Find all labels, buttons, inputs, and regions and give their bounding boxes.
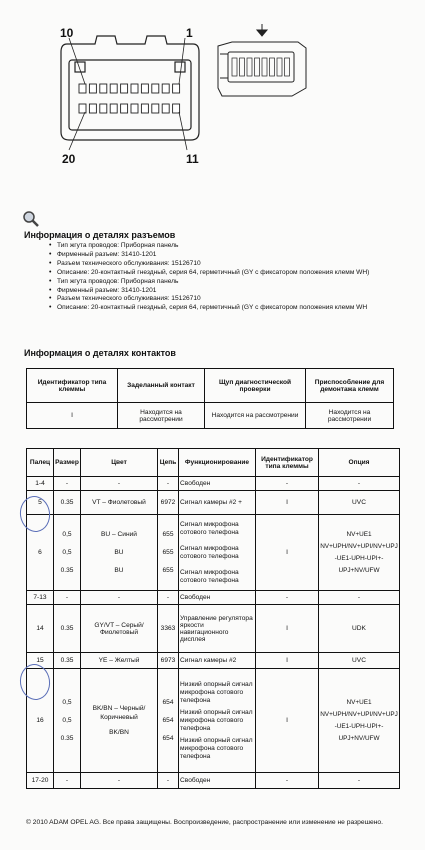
pin-cavity [110, 104, 117, 113]
size-value: 0.35 [60, 566, 74, 574]
table-header: Функционирование [179, 449, 256, 477]
pin-cavity [141, 84, 148, 93]
table-cell: - [256, 773, 319, 789]
table-cell: UDK [319, 605, 400, 653]
table-cell: Находится на рассмотрении [205, 403, 306, 429]
color-value: BK/BN [109, 729, 129, 736]
table-row [27, 669, 400, 773]
table-cell: - [81, 591, 158, 605]
function-value: Низкий опорный сигнал микрофона сотового телефона [180, 736, 253, 760]
table-cell: Свободен [179, 477, 256, 491]
pin-cavity [173, 104, 180, 113]
table-cell: 6973 [158, 653, 179, 669]
size-value: 0,5 [62, 698, 72, 706]
table-cell: Свободен [179, 591, 256, 605]
table-cell: 0.35 [54, 605, 81, 653]
pin-label-20: 20 [62, 152, 76, 166]
connector-side-diagram [212, 22, 312, 102]
pin-cavity [173, 84, 180, 93]
table-row [27, 653, 400, 669]
copyright-footer: © 2010 ADAM OPEL AG. Все права защищены. Воспроизведение, распространение или изменение не разрешено. [26, 819, 383, 826]
table-row [27, 591, 400, 605]
table-cell: I [256, 653, 319, 669]
function-value: Сигнал микрофона сотового телефона [180, 520, 239, 536]
pin-cavity [131, 104, 138, 113]
option-value: NV+UE1 [346, 530, 372, 538]
table-cell [81, 515, 158, 591]
list-item: • Тип жгута проводов: Приборная панель [46, 242, 391, 251]
color-value: BU [114, 548, 124, 556]
color-value: BK/BN – Черный/Коричневый [92, 705, 146, 721]
pin-cavity [100, 104, 107, 113]
table-cell: GY/VT – Серый/Фиолетовый [81, 605, 158, 653]
table-header: Щуп диагностической проверки [205, 369, 306, 403]
table-cell: I [256, 515, 319, 591]
pin-cavity [100, 84, 107, 93]
table-cell: - [158, 773, 179, 789]
option-value: -UE1-UPH-UPI+- [334, 722, 384, 730]
table-cell: I [27, 403, 118, 429]
circuit-value: 655 [162, 566, 174, 574]
function-value: Сигнал микрофона сотового телефона [180, 544, 239, 560]
pin-cavity [141, 104, 148, 113]
circuit-value: 655 [162, 548, 174, 556]
connector-face-diagram [55, 22, 205, 162]
table-header: Заделанный контакт [118, 369, 205, 403]
table-cell: - [256, 591, 319, 605]
side-pin [262, 58, 267, 76]
option-value: NV+UPH/NV+UPI/NV+UPJ [320, 710, 398, 718]
table-cell: - [158, 477, 179, 491]
option-value: NV+UE1 [346, 698, 372, 706]
pin-cavity [162, 84, 169, 93]
table-cell: YE – Желтый [81, 653, 158, 669]
side-pin [255, 58, 260, 76]
table-row [27, 515, 400, 591]
option-value: UPJ+NV/UFW [338, 566, 380, 574]
pin-cavity [121, 84, 128, 93]
pin-label-1: 1 [186, 26, 193, 40]
table-cell: - [319, 591, 400, 605]
list-item: • Тип жгута проводов: Приборная панель [46, 278, 391, 287]
circuit-value: 654 [162, 716, 174, 724]
function-value: Низкий опорный сигнал микрофона сотового телефона [180, 680, 253, 704]
table-row [27, 491, 400, 515]
table-cell: - [81, 477, 158, 491]
connector-side-drawing [212, 22, 312, 102]
pin-cavity [162, 104, 169, 113]
pin-label-11: 11 [186, 152, 199, 166]
connector-face-drawing [55, 22, 205, 162]
pin-cavity [79, 84, 86, 93]
table-cell: Сигнал камеры #2 + [179, 491, 256, 515]
list-item: • Описание: 20-контактный гнездный, серия 64, герметичный (GY с фиксатором положения клемм WH [46, 304, 391, 313]
table-cell: Свободен [179, 773, 256, 789]
circuit-value: 654 [162, 698, 174, 706]
pin-cavity [110, 84, 117, 93]
table-cell [179, 515, 256, 591]
function-value: Низкий опорный сигнал микрофона сотового телефона [180, 708, 253, 732]
size-value: 0,5 [62, 530, 72, 538]
table-cell [54, 669, 81, 773]
pin-cavity [131, 84, 138, 93]
pin-assignment-table [26, 448, 400, 789]
table-header: Палец [27, 449, 54, 477]
function-value: Сигнал микрофона сотового телефона [180, 568, 239, 584]
table-cell: Сигнал камеры #2 [179, 653, 256, 669]
table-cell: 5 [27, 491, 54, 515]
table-cell: - [319, 773, 400, 789]
table-cell: 15 [27, 653, 54, 669]
list-item: • Разъем технического обслуживания: 15126710 [46, 260, 391, 269]
table-cell: 7-13 [27, 591, 54, 605]
side-pin [270, 58, 275, 76]
table-cell: 1-4 [27, 477, 54, 491]
table-cell: - [256, 477, 319, 491]
table-header: Идентификатор типа клеммы [256, 449, 319, 477]
table-cell: - [54, 773, 81, 789]
side-pin [277, 58, 282, 76]
table-header: Приспособление для демонтажа клемм [306, 369, 394, 403]
table-cell: Управление регулятора яркости навигационного дисплея [179, 605, 256, 653]
option-value: NV+UPH/NV+UPI/NV+UPJ [320, 542, 398, 550]
option-value: -UE1-UPH-UPI+- [334, 554, 384, 562]
table-cell: 0.35 [54, 491, 81, 515]
table-cell: I [256, 669, 319, 773]
table-cell [81, 669, 158, 773]
side-pin [247, 58, 252, 76]
table-cell: 17-20 [27, 773, 54, 789]
pin-cavity [79, 104, 86, 113]
table-cell: 6 [27, 515, 54, 591]
circuit-value: 655 [162, 530, 174, 538]
table-cell: 14 [27, 605, 54, 653]
circuit-value: 654 [162, 734, 174, 742]
list-item: • Фирменный разъем: 31410-1201 [46, 287, 391, 296]
table-header: Опция [319, 449, 400, 477]
list-item: • Разъем технического обслуживания: 15126710 [46, 295, 391, 304]
contact-details-title: Информация о деталях контактов [24, 348, 176, 358]
size-value: 0,5 [62, 548, 72, 556]
table-cell: I [256, 491, 319, 515]
table-cell: 16 [27, 669, 54, 773]
table-header: Размер [54, 449, 81, 477]
table-cell: I [256, 605, 319, 653]
table-cell: Находится на рассмотрении [306, 403, 394, 429]
size-value: 0,5 [62, 716, 72, 724]
pin-cavity [89, 104, 96, 113]
contact-details-table [26, 368, 394, 429]
pin-cavity [152, 84, 159, 93]
table-header: Идентификатор типа клеммы [27, 369, 118, 403]
color-value: BU – Синий [101, 530, 137, 538]
table-cell: - [319, 477, 400, 491]
connector-details-title: Информация о деталях разъемов [24, 230, 176, 240]
table-cell: - [158, 591, 179, 605]
pin-cavity [89, 84, 96, 93]
table-cell: VT – Фиолетовый [81, 491, 158, 515]
size-value: 0.35 [60, 734, 74, 742]
pin-label-10: 10 [60, 26, 74, 40]
table-header: Цепь [158, 449, 179, 477]
table-cell: UVC [319, 653, 400, 669]
side-pin [232, 58, 237, 76]
table-row [27, 605, 400, 653]
table-cell: UVC [319, 491, 400, 515]
pin-cavity [152, 104, 159, 113]
option-value: UPJ+NV/UFW [338, 734, 380, 742]
table-cell [319, 669, 400, 773]
list-item: • Фирменный разъем: 31410-1201 [46, 251, 391, 260]
table-cell: Находится на рассмотрении [118, 403, 205, 429]
table-cell: 0.35 [54, 653, 81, 669]
table-cell: - [81, 773, 158, 789]
pin-cavity [121, 104, 128, 113]
table-row [27, 477, 400, 491]
color-value: BU [114, 566, 124, 574]
side-pin [240, 58, 245, 76]
table-header: Цвет [81, 449, 158, 477]
table-cell: 3363 [158, 605, 179, 653]
table-cell [158, 515, 179, 591]
table-row [27, 773, 400, 789]
table-cell [158, 669, 179, 773]
table-cell [179, 669, 256, 773]
connector-details-list [46, 242, 391, 313]
table-cell [54, 515, 81, 591]
table-cell [319, 515, 400, 591]
table-cell: 6972 [158, 491, 179, 515]
side-pin [285, 58, 290, 76]
list-item: • Описание: 20-контактный гнездный, серия 64, герметичный (GY с фиксатором положения клемм WH) [46, 269, 391, 278]
table-cell: - [54, 477, 81, 491]
table-cell: - [54, 591, 81, 605]
